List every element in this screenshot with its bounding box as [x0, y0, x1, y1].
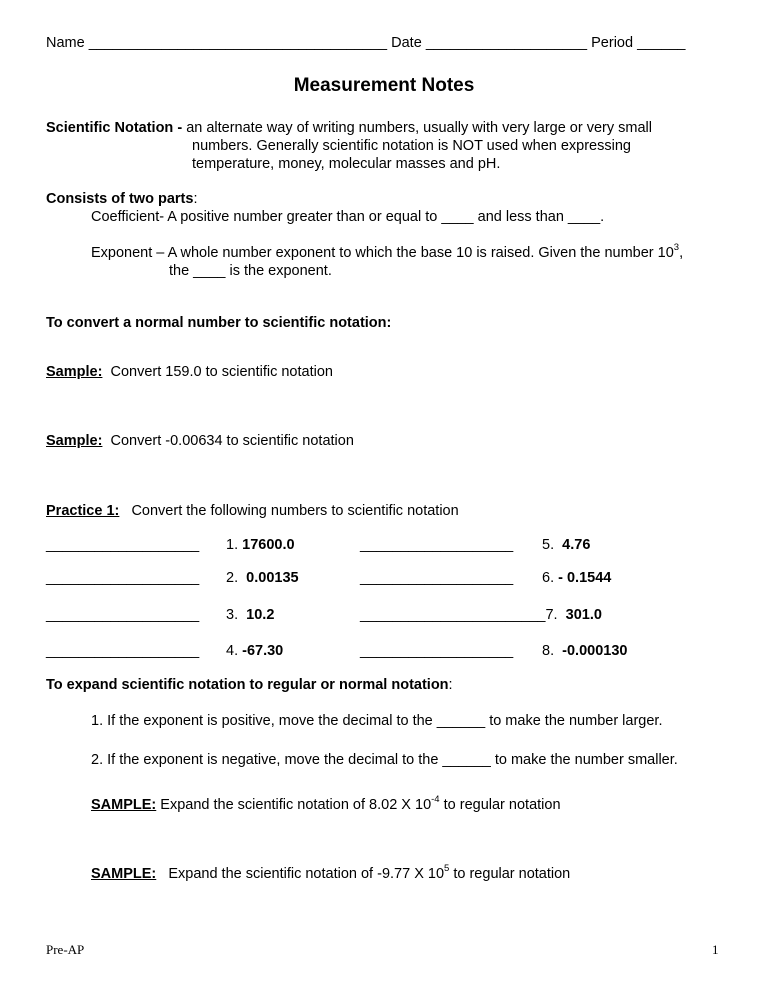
sci-notation-def-1: an alternate way of writing numbers, usually with very large or very small [186, 120, 652, 136]
expand-sample-b: SAMPLE: Expand the scientific notation of -9.77 X $10^5$ to regular notation [91, 863, 571, 882]
page-number: 1 [712, 942, 719, 957]
answer-blank[interactable]: _______________________ [360, 607, 546, 623]
sample-1 [46, 364, 333, 381]
expand-rule-1: 1. If the exponent is positive, move the decimal to the ______ to make the number larger. [91, 713, 663, 729]
date-label: Date [391, 35, 422, 51]
expand-rule-2: 2. If the exponent is negative, move the decimal to the ______ to make the number smaller. [91, 752, 678, 768]
practice-heading [46, 503, 459, 520]
answer-blank[interactable]: ___________________ [46, 537, 200, 553]
answer-blank[interactable]: ___________________ [360, 537, 514, 553]
name-label: Name [46, 35, 85, 51]
practice-item-7-line: _______________________7. 301.0 [360, 607, 602, 623]
date-blank[interactable]: ____________________ [425, 35, 588, 51]
answer-blank[interactable]: ___________________ [46, 607, 200, 623]
footer-course: Pre-AP [46, 942, 85, 957]
sci-notation-def-2: numbers. Generally scientific notation is NOT used when expressing [192, 138, 631, 154]
coefficient-line: Coefficient- A positive number greater than or equal to ____ and less than ____. [91, 209, 605, 225]
exponent-line-1: Exponent – A whole number exponent to which the base 10 is raised. Given the number $10^3$, [91, 242, 684, 261]
two-parts-heading: Consists of two parts: [46, 191, 198, 207]
name-header-line [46, 35, 685, 52]
sample-1-label: Sample: [46, 364, 103, 380]
answer-blank[interactable]: ___________________ [46, 570, 200, 586]
period-blank[interactable]: ______ [637, 35, 686, 51]
expand-sample-a: SAMPLE: Expand the scientific notation of 8.02 X $10^{-4}$ to regular notation [91, 794, 561, 813]
sci-notation-term: Scientific Notation - [46, 120, 183, 136]
answer-blank[interactable]: ___________________ [360, 643, 514, 659]
practice-item: 5. 4.76 [542, 537, 591, 553]
practice-item: 8. -0.000130 [542, 643, 628, 659]
expand-sample-b-label: SAMPLE: [91, 866, 157, 882]
exponent-line-2: the ____ is the exponent. [169, 263, 332, 279]
sample-2-text: Convert -0.00634 to scientific notation [110, 433, 354, 449]
page-title: Measurement Notes [293, 75, 475, 96]
expand-heading: To expand scientific notation to regular or normal notation: [46, 677, 453, 693]
practice-item: 1. 17600.0 [226, 537, 295, 553]
expand-sample-a-label: SAMPLE: [91, 797, 157, 813]
sci-notation-def-3: temperature, money, molecular masses and pH. [192, 156, 501, 172]
answer-blank[interactable]: ___________________ [360, 570, 514, 586]
practice-item: 4. -67.30 [226, 643, 284, 659]
practice-item: 3. 10.2 [226, 607, 275, 623]
practice-item: 6. - 0.1544 [542, 570, 612, 586]
practice-text: Convert the following numbers to scientific notation [131, 503, 459, 519]
practice-item: 2. 0.00135 [226, 570, 299, 586]
period-label: Period [591, 35, 634, 51]
sample-1-text: Convert 159.0 to scientific notation [110, 364, 333, 380]
convert-heading: To convert a normal number to scientific notation: [46, 315, 392, 331]
sample-2-label: Sample: [46, 433, 103, 449]
answer-blank[interactable]: ___________________ [46, 643, 200, 659]
sample-2 [46, 433, 354, 450]
sci-notation-def-line-1 [46, 120, 652, 137]
name-blank[interactable]: _____________________________________ [88, 35, 388, 51]
practice-label: Practice 1: [46, 503, 120, 519]
